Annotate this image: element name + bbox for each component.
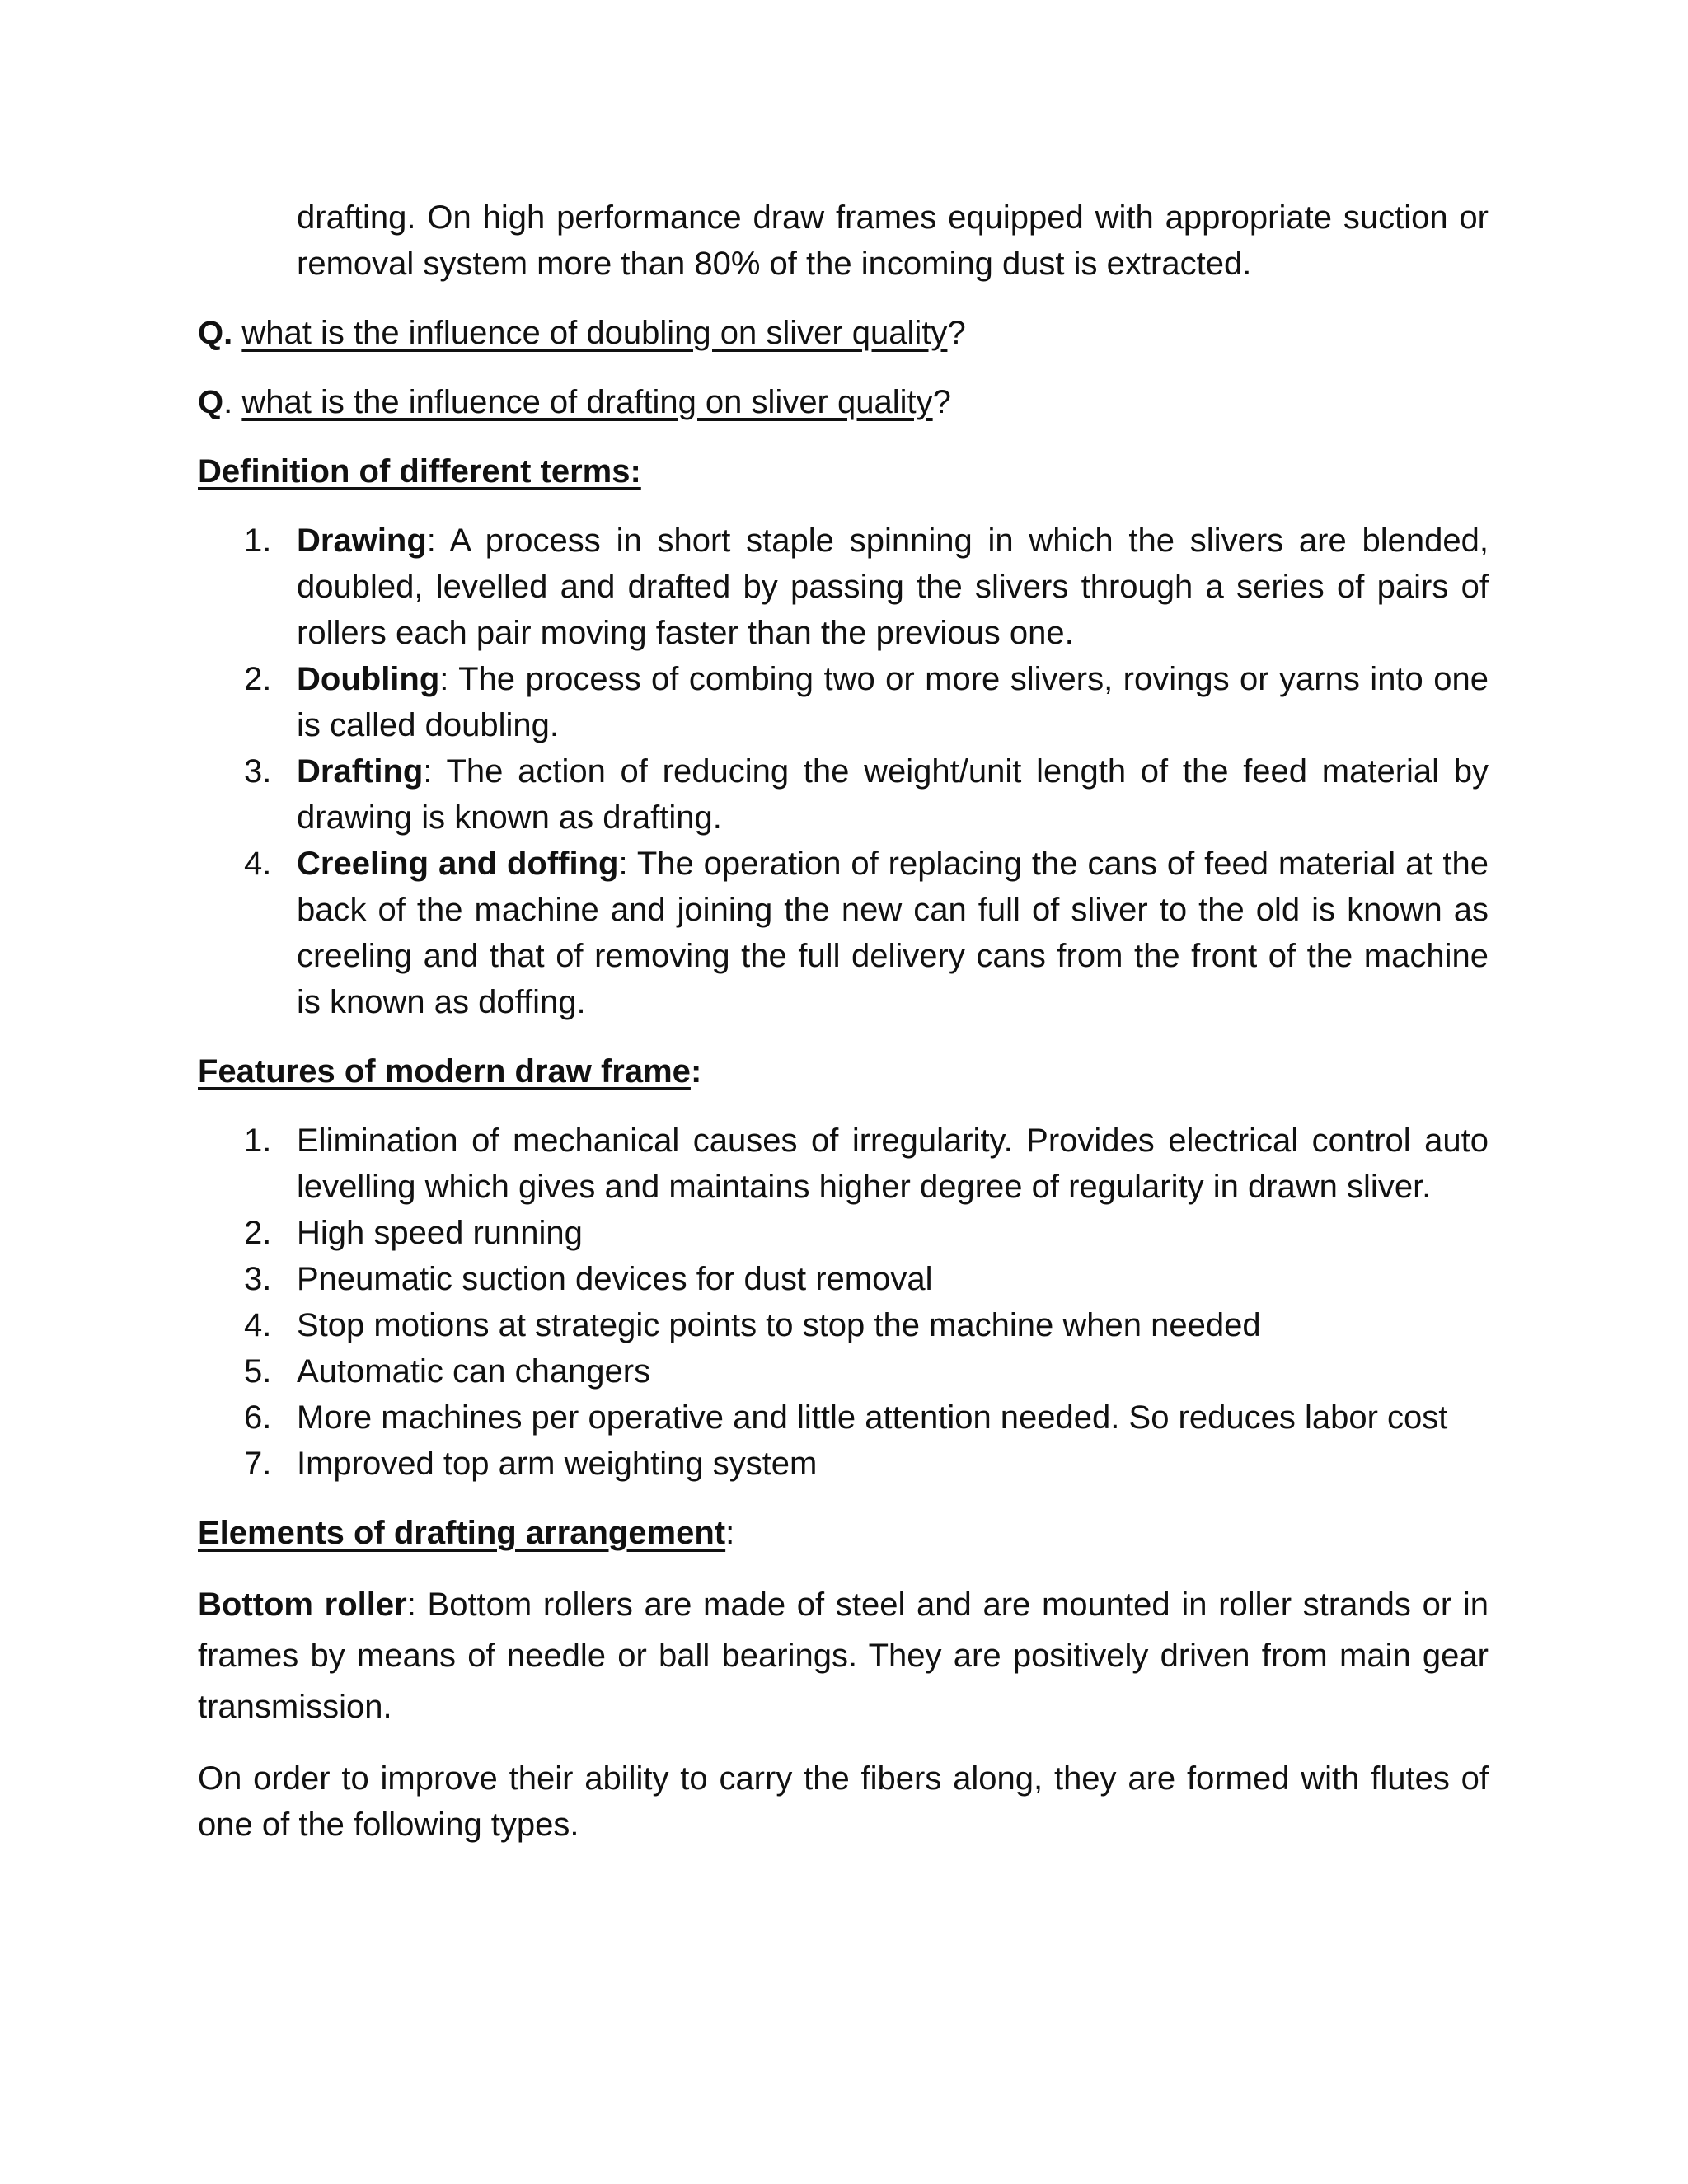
question-text: what is the influence of drafting on sliver quality bbox=[241, 384, 933, 420]
list-item: 4. Stop motions at strategic points to stop the machine when needed bbox=[244, 1307, 1261, 1343]
list-item: 1. Elimination of mechanical causes of irregularity. Provides electrical control auto levelling which gives and maintains higher degree of regularity in drawn sliver. bbox=[244, 1122, 1489, 1205]
term: Drafting bbox=[297, 753, 424, 790]
question-doubling bbox=[198, 310, 1489, 356]
bottom-roller-paragraph: Bottom roller: Bottom rollers are made of steel and are mounted in roller strands or in frames by means of needle or ball bearings. They are positively driven from main gear transmission. bbox=[198, 1586, 1489, 1725]
list-item: 3. Pneumatic suction devices for dust removal bbox=[244, 1261, 933, 1297]
term: Bottom roller bbox=[198, 1586, 407, 1623]
list-item: 2. High speed running bbox=[244, 1215, 583, 1251]
term: Doubling bbox=[297, 661, 440, 697]
list-item: 1. Drawing: A process in short staple spinning in which the slivers are blended, doubled, levelled and drafted by passing the slivers through a series of pairs of rollers each pair moving faster than the previous one. bbox=[244, 523, 1489, 651]
elements-heading: Elements of drafting arrangement: bbox=[198, 1515, 735, 1551]
definition-text: The operation of replacing the cans of feed material at the back of the machine and joining the new can full of sliver to the old is known as creeling and that of removing the full delivery cans from the front of the machine is known as doffing. bbox=[297, 846, 1489, 1020]
intro-paragraph: drafting. On high performance draw frames equipped with appropriate suction or removal system more than 80% of the incoming dust is extracted. bbox=[297, 199, 1489, 282]
term: Drawing bbox=[297, 523, 427, 559]
features-list bbox=[198, 1118, 1489, 1487]
question-prefix: Q. bbox=[198, 315, 233, 351]
features-heading: Features of modern draw frame: bbox=[198, 1053, 702, 1090]
page-content bbox=[198, 194, 1489, 1848]
question-dot: . bbox=[223, 384, 233, 420]
list-item: 7. Improved top arm weighting system bbox=[244, 1446, 818, 1482]
question-prefix: Q bbox=[198, 384, 224, 420]
question-text: what is the influence of doubling on sliver quality bbox=[241, 315, 948, 351]
term: Creeling and doffing bbox=[297, 846, 619, 882]
definition-text: A process in short staple spinning in which the slivers are blended, doubled, levelled and drafted by passing the slivers through a series of pairs of rollers each pair moving faster than the previous one. bbox=[297, 523, 1489, 651]
question-mark: ? bbox=[947, 315, 966, 351]
question-drafting bbox=[198, 379, 1489, 425]
list-item: 5. Automatic can changers bbox=[244, 1353, 651, 1390]
definitions-list bbox=[198, 518, 1489, 1025]
list-item: 3. Drafting: The action of reducing the weight/unit length of the feed material by drawing is known as drafting. bbox=[244, 753, 1489, 836]
definition-text: The process of combing two or more slivers, rovings or yarns into one is called doubling. bbox=[297, 661, 1489, 743]
question-mark: ? bbox=[932, 384, 951, 420]
list-item: 6. More machines per operative and little attention needed. So reduces labor cost bbox=[244, 1399, 1448, 1436]
list-item: 4. Creeling and doffing: The operation of replacing the cans of feed material at the back of the machine and joining the new can full of sliver to the old is known as creeling and that of removing the full delivery cans from the front of the machine is known as doffing. bbox=[244, 846, 1489, 1020]
definition-text: The action of reducing the weight/unit length of the feed material by drawing is known as drafting. bbox=[297, 753, 1489, 836]
list-item: 2. Doubling: The process of combing two or more slivers, rovings or yarns into one is called doubling. bbox=[244, 661, 1489, 743]
flutes-paragraph: On order to improve their ability to carry the fibers along, they are formed with flutes of one of the following types. bbox=[198, 1760, 1489, 1843]
definitions-heading: Definition of different terms: bbox=[198, 453, 641, 490]
